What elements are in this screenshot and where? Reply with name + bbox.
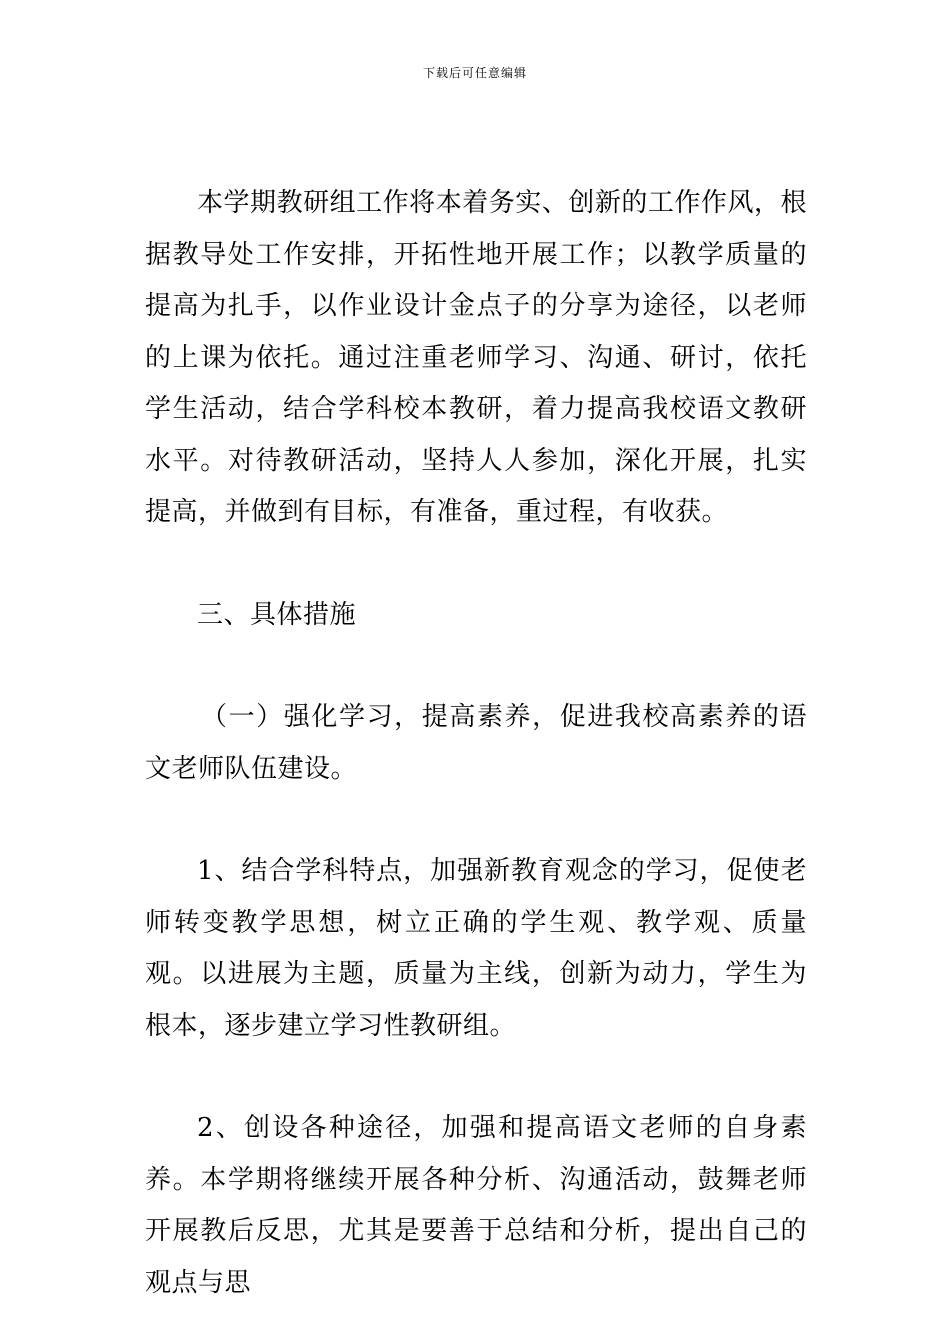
document-body — [145, 178, 807, 1309]
page-header: 下载后可任意编辑 — [422, 66, 527, 80]
section-heading-measures: 三、具体措施 — [197, 599, 357, 630]
paragraph-item-2: 2、创设各种途径，加强和提高语文老师的自身素养。本学期将继续开展各种分析、沟通活动，鼓舞老师开展教后反思，尤其是要善于总结和分析，提出自己的观点与思 — [145, 1113, 807, 1298]
subsection-heading-1: （一）强化学习，提高素养，促进我校高素养的语文老师队伍建设。 — [145, 702, 807, 784]
paragraph-item-1: 1、结合学科特点，加强新教育观念的学习，促使老师转变教学思想，树立正确的学生观、教学观、质量观。以进展为主题，质量为主线，创新为动力，学生为根本，逐步建立学习性教研组。 — [145, 856, 807, 1041]
paragraph-intro: 本学期教研组工作将本着务实、创新的工作作风，根据教导处工作安排，开拓性地开展工作；以教学质量的提高为扎手，以作业设计金点子的分享为途径，以老师的上课为依托。通过注重老师学习、沟通、研讨，依托学生活动，结合学科校本教研，着力提高我校语文教研水平。对待教研活动，坚持人人参加，深化开展，扎实提高，并做到有目标，有准备，重过程，有收获。 — [145, 188, 807, 527]
